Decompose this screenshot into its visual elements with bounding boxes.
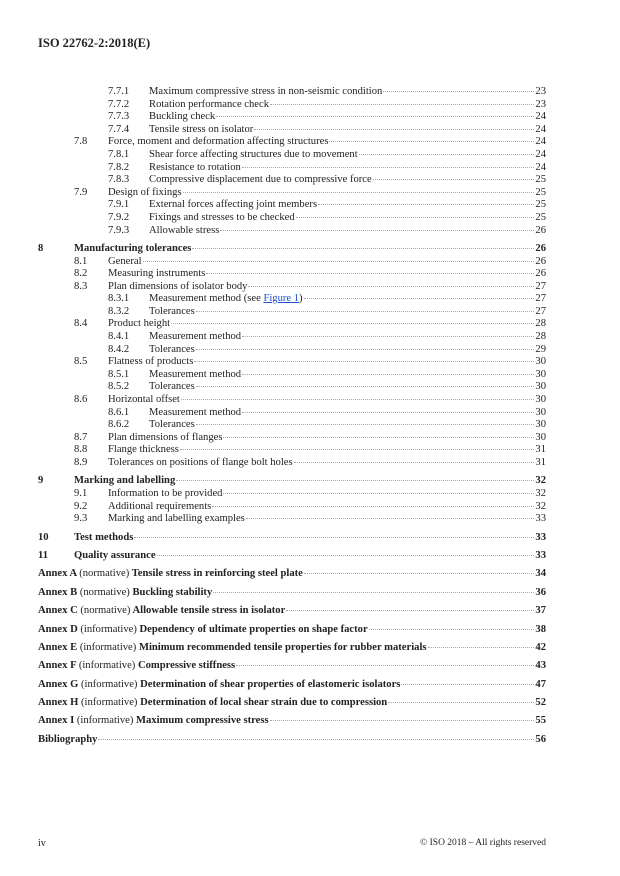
page-ref: 27 (535, 305, 546, 317)
toc-entry[interactable] (38, 243, 546, 256)
page-ref: 26 (535, 255, 546, 267)
dot-leader (143, 261, 535, 262)
toc-entry[interactable] (38, 293, 546, 306)
entry-title-text: Flatness of products (108, 356, 194, 368)
page-ref: 28 (535, 318, 546, 330)
page-ref: 24 (535, 148, 546, 160)
document-id-header: ISO 22762-2:2018(E) (38, 36, 151, 50)
section-number: 7.8.3 (108, 174, 130, 186)
section-number: 8.1 (74, 255, 88, 267)
dot-leader (294, 462, 535, 463)
page-ref: 36 (535, 586, 546, 598)
entry-title-text: Flange thickness (108, 444, 179, 456)
entry-title (149, 174, 372, 187)
page-ref: 30 (535, 368, 546, 380)
page-ref: 30 (535, 419, 546, 431)
page-ref: 30 (535, 394, 546, 406)
page-ref: 26 (535, 242, 546, 254)
page-ref: 24 (535, 123, 546, 135)
section-number: 11 (38, 549, 49, 561)
section-number: 8.4 (74, 318, 88, 330)
entry-title (149, 331, 241, 344)
annex-label: Annex E (38, 641, 78, 653)
dot-leader (373, 179, 535, 180)
page-ref: 38 (535, 623, 546, 635)
dot-leader (181, 399, 535, 400)
dot-leader (359, 154, 535, 155)
entry-title-text: Quality assurance (74, 549, 156, 561)
section-number: 9.3 (74, 513, 88, 525)
page-ref: 34 (535, 568, 546, 580)
toc-entry[interactable] (38, 124, 546, 137)
page-ref: 33 (535, 513, 546, 525)
dot-leader (223, 493, 534, 494)
page-ref: 42 (535, 641, 546, 653)
section-number: 8.8 (74, 444, 88, 456)
dot-leader (171, 323, 534, 324)
dot-leader (318, 204, 534, 205)
entry-title-suffix: ) (299, 293, 303, 305)
dot-leader (242, 374, 534, 375)
entry-title-text: Additional requirements (108, 500, 212, 512)
entry-title (108, 394, 180, 407)
entry-title (149, 99, 269, 112)
toc-entry[interactable] (38, 149, 546, 162)
dot-leader (196, 424, 535, 425)
section-number: 8.6.1 (108, 406, 130, 418)
annex-label: Annex B (38, 586, 78, 598)
dot-leader (196, 311, 535, 312)
entry-title-text: Compressive stiffness (137, 660, 236, 672)
entry-title-text: Tensile stress in reinforcing steel plate (131, 568, 303, 580)
dot-leader (248, 286, 534, 287)
section-number: 7.8.1 (108, 148, 130, 160)
page-ref: 31 (535, 457, 546, 469)
entry-title-text: Tolerances (149, 305, 195, 317)
entry-title-text: Determination of local shear strain due to compression (140, 697, 388, 709)
entry-title (108, 256, 142, 269)
entry-title-text: External forces affecting joint members (149, 199, 318, 211)
section-number: 8.9 (74, 457, 88, 469)
page-ref: 24 (535, 136, 546, 148)
annex-label: Annex I (38, 715, 75, 727)
section-number: 8.6.2 (108, 419, 130, 431)
toc-entry[interactable] (38, 281, 546, 294)
entry-title (74, 243, 191, 256)
entry-title-text: Determination of shear properties of elastomeric isolators (140, 678, 401, 690)
toc-entry[interactable] (38, 432, 546, 445)
dot-leader (296, 217, 535, 218)
page-ref: 25 (535, 174, 546, 186)
entry-title-text: Tensile stress on isolator (149, 123, 254, 135)
toc-entry[interactable] (38, 642, 546, 655)
entry-title (38, 715, 269, 728)
page-ref: 30 (535, 356, 546, 368)
entry-title (108, 187, 182, 200)
toc-entry[interactable] (38, 407, 546, 420)
entry-title-text: Buckling stability (132, 586, 213, 598)
page-ref: 31 (535, 444, 546, 456)
table-of-contents (38, 86, 546, 746)
toc-entry[interactable] (38, 568, 546, 581)
dot-leader (401, 684, 534, 685)
page-ref: 47 (535, 678, 546, 690)
entry-title-text: Measuring instruments (108, 268, 206, 280)
page-number: iv (38, 838, 46, 849)
entry-title-text: Measurement method (149, 406, 242, 418)
toc-entry[interactable] (38, 212, 546, 225)
entry-title (74, 532, 133, 545)
dot-leader (242, 412, 534, 413)
entry-title-text: Product height (108, 318, 171, 330)
entry-title-text: Buckling check (149, 111, 216, 123)
page-ref: 26 (535, 268, 546, 280)
toc-entry[interactable] (38, 306, 546, 319)
entry-title-text: Maximum compressive stress in non-seismic condition (149, 86, 383, 97)
entry-title (149, 419, 195, 432)
toc-entry[interactable] (38, 697, 546, 710)
section-number: 7.9.1 (108, 199, 130, 211)
dot-leader (216, 116, 534, 117)
toc-entry[interactable] (38, 331, 546, 344)
dot-leader (176, 480, 534, 481)
entry-title (108, 457, 293, 470)
entry-title-text: Information to be provided (108, 488, 223, 499)
page-ref: 30 (535, 406, 546, 418)
toc-entry[interactable] (38, 587, 546, 600)
entry-title (149, 293, 303, 306)
entry-title-text: Marking and labelling examples (108, 513, 245, 525)
entry-title (38, 642, 427, 655)
entry-title-text: Marking and labelling (74, 475, 176, 487)
entry-title (149, 199, 317, 212)
toc-entry[interactable] (38, 605, 546, 618)
annex-type: (informative) (80, 623, 137, 635)
page-ref: 27 (535, 280, 546, 292)
entry-title (149, 306, 195, 319)
dot-leader (304, 573, 535, 574)
toc-entry[interactable] (38, 111, 546, 124)
entry-title (149, 86, 382, 99)
section-number: 8.5.2 (108, 381, 130, 393)
entry-title-text: Bibliography (38, 733, 98, 745)
toc-entry[interactable] (38, 394, 546, 407)
entry-title (108, 268, 205, 281)
annex-type: (normative) (79, 586, 130, 598)
entry-title-text: Dependency of ultimate properties on shape factor (139, 623, 368, 635)
toc-entry[interactable] (38, 660, 546, 673)
toc-entry[interactable] (38, 99, 546, 112)
section-number: 8.7 (74, 431, 88, 443)
entry-title (38, 587, 212, 600)
entry-title-text: Tolerances (149, 381, 195, 393)
toc-entry[interactable] (38, 734, 546, 747)
entry-title-text: Manufacturing tolerances (74, 242, 192, 254)
entry-title-text: Horizontal offset (108, 394, 180, 406)
entry-title-text: Fixings and stresses to be checked (149, 211, 295, 223)
section-number: 8.5.1 (108, 368, 130, 380)
entry-title (149, 124, 253, 137)
page-ref: 24 (535, 161, 546, 173)
annex-type: (informative) (80, 697, 138, 709)
page-ref: 33 (535, 549, 546, 561)
page-ref: 56 (535, 733, 546, 745)
toc-entry[interactable] (38, 501, 546, 514)
annex-type: (normative) (79, 568, 130, 580)
toc-entry[interactable] (38, 268, 546, 281)
dot-leader (220, 230, 534, 231)
page-ref: 52 (535, 697, 546, 709)
entry-title-text: Allowable stress (149, 224, 220, 236)
section-number: 8.6 (74, 394, 88, 406)
entry-title (149, 344, 195, 357)
annex-label: Annex G (38, 678, 79, 690)
entry-title-text: Tolerances (149, 419, 195, 431)
entry-title-text: Maximum compressive stress (136, 715, 269, 727)
page-ref: 30 (535, 381, 546, 393)
section-number: 7.8 (74, 136, 88, 148)
entry-title-text: Force, moment and deformation affecting structures (108, 136, 329, 148)
entry-title (149, 212, 295, 225)
entry-title (149, 407, 241, 420)
toc-entry[interactable] (38, 457, 546, 470)
entry-title (108, 501, 211, 514)
entry-title-text: Design of fixings (108, 186, 182, 198)
toc-entry[interactable] (38, 715, 546, 728)
dot-leader (206, 273, 534, 274)
toc-entry[interactable] (38, 318, 546, 331)
entry-title (149, 381, 195, 394)
section-number: 7.9 (74, 186, 88, 198)
section-number: 9.1 (74, 488, 88, 499)
entry-title-text: Tolerances on positions of flange bolt holes (108, 457, 293, 469)
annex-label: Annex F (38, 660, 77, 672)
dot-leader (369, 629, 535, 630)
section-number: 7.7.3 (108, 111, 130, 123)
entry-title (149, 369, 241, 382)
annex-label: Annex A (38, 568, 77, 580)
toc-entry[interactable] (38, 532, 546, 545)
dot-leader (270, 104, 534, 105)
toc-entry[interactable] (38, 162, 546, 175)
section-number: 8.2 (74, 268, 88, 280)
toc-entry[interactable] (38, 199, 546, 212)
dot-leader (196, 386, 535, 387)
entry-title (38, 679, 400, 692)
entry-title-text: Plan dimensions of isolator body (108, 280, 248, 292)
entry-title (149, 149, 358, 162)
toc-entry[interactable] (38, 419, 546, 432)
section-number: 9 (38, 475, 44, 487)
toc-entry[interactable] (38, 475, 546, 488)
dot-leader (192, 248, 534, 249)
toc-entry[interactable] (38, 369, 546, 382)
page-ref: 32 (535, 488, 546, 499)
page-ref: 25 (535, 211, 546, 223)
entry-title (108, 444, 179, 457)
toc-entry[interactable] (38, 679, 546, 692)
page-ref: 23 (535, 86, 546, 97)
dot-leader (180, 449, 534, 450)
dot-leader (98, 739, 534, 740)
toc-entry[interactable] (38, 174, 546, 187)
entry-title-text: Test methods (74, 531, 134, 543)
annex-type: (informative) (78, 660, 136, 672)
entry-title-text: Tolerances (149, 343, 195, 355)
entry-title-text: Plan dimensions of flanges (108, 431, 223, 443)
section-number: 7.7.2 (108, 98, 130, 110)
entry-title-text: Rotation performance check (149, 98, 270, 110)
entry-title (108, 432, 222, 445)
entry-title (38, 660, 235, 673)
entry-title (108, 318, 170, 331)
entry-title (38, 734, 97, 747)
page-ref: 25 (535, 186, 546, 198)
toc-entry[interactable] (38, 225, 546, 238)
entry-title-text: Minimum recommended tensile properties for rubber materials (138, 641, 427, 653)
copyright-notice: © ISO 2018 – All rights reserved (420, 838, 546, 848)
dot-leader (242, 167, 535, 168)
page-ref: 32 (535, 500, 546, 512)
page-ref: 23 (535, 98, 546, 110)
dot-leader (242, 336, 534, 337)
annex-label: Annex D (38, 623, 78, 635)
page-ref: 55 (535, 715, 546, 727)
entry-title (74, 550, 156, 563)
entry-title-text: General (108, 255, 142, 267)
dot-leader (254, 129, 534, 130)
entry-title (108, 136, 328, 149)
entry-title (108, 281, 247, 294)
toc-entry[interactable] (38, 381, 546, 394)
section-number: 7.8.2 (108, 161, 130, 173)
toc-entry[interactable] (38, 550, 546, 563)
figure-link[interactable]: Figure 1 (263, 293, 300, 305)
entry-title-text: Shear force affecting structures due to movement (149, 148, 358, 160)
section-number: 8.4.1 (108, 331, 130, 343)
dot-leader (236, 665, 534, 666)
toc-entry[interactable] (38, 136, 546, 149)
dot-leader (157, 555, 535, 556)
annex-label: Annex H (38, 697, 79, 709)
page-ref: 25 (535, 199, 546, 211)
toc-entry[interactable] (38, 488, 546, 501)
annex-label: Annex C (38, 605, 78, 617)
annex-type: (informative) (79, 641, 137, 653)
section-number: 8.3.2 (108, 305, 130, 317)
entry-title (149, 162, 241, 175)
entry-title (38, 697, 387, 710)
dot-leader (223, 437, 534, 438)
entry-title (108, 356, 193, 369)
entry-title (38, 624, 368, 637)
toc-entry[interactable] (38, 187, 546, 200)
dot-leader (246, 518, 535, 519)
section-number: 7.7.1 (108, 86, 130, 97)
section-number: 7.9.2 (108, 211, 130, 223)
dot-leader (383, 91, 534, 92)
page-ref: 26 (535, 224, 546, 236)
annex-type: (normative) (80, 605, 131, 617)
annex-type: (informative) (80, 678, 138, 690)
dot-leader (183, 192, 535, 193)
entry-title (108, 513, 245, 526)
toc-entry[interactable] (38, 256, 546, 269)
entry-title-text: Compressive displacement due to compressive force (149, 174, 372, 186)
dot-leader (329, 141, 534, 142)
toc-entry[interactable] (38, 344, 546, 357)
entry-title (149, 225, 219, 238)
entry-title-text: Measurement method (149, 331, 242, 343)
dot-leader (196, 349, 535, 350)
section-number: 8.5 (74, 356, 88, 368)
entry-title-text: Measurement method (149, 368, 242, 380)
toc-entry[interactable] (38, 86, 546, 99)
page-ref: 32 (535, 475, 546, 487)
dot-leader (286, 610, 534, 611)
entry-title (74, 475, 175, 488)
dot-leader (212, 506, 534, 507)
section-number: 8.3.1 (108, 293, 130, 305)
entry-title (38, 605, 285, 618)
dot-leader (388, 702, 534, 703)
annex-type: (informative) (76, 715, 134, 727)
toc-entry[interactable] (38, 624, 546, 637)
section-number: 10 (38, 531, 49, 543)
dot-leader (194, 361, 534, 362)
entry-title-text: Measurement method (see (149, 293, 264, 305)
dot-leader (428, 647, 535, 648)
page-ref: 29 (535, 343, 546, 355)
page-ref: 28 (535, 331, 546, 343)
section-number: 8.3 (74, 280, 88, 292)
entry-title (149, 111, 215, 124)
dot-leader (134, 537, 534, 538)
page-ref: 43 (535, 660, 546, 672)
toc-entry[interactable] (38, 513, 546, 526)
section-number: 8 (38, 242, 44, 254)
page-ref: 33 (535, 531, 546, 543)
section-number: 7.9.3 (108, 224, 130, 236)
dot-leader (270, 720, 535, 721)
entry-title (108, 488, 222, 501)
page-ref: 37 (535, 605, 546, 617)
dot-leader (213, 592, 534, 593)
entry-title-text: Allowable tensile stress in isolator (132, 605, 286, 617)
section-number: 9.2 (74, 500, 88, 512)
page-ref: 27 (535, 293, 546, 305)
page-ref: 30 (535, 431, 546, 443)
entry-title (38, 568, 303, 581)
section-number: 7.7.4 (108, 123, 130, 135)
dot-leader (304, 298, 535, 299)
toc-entry[interactable] (38, 356, 546, 369)
toc-entry[interactable] (38, 444, 546, 457)
page-ref: 24 (535, 111, 546, 123)
entry-title-text: Resistance to rotation (149, 161, 241, 173)
section-number: 8.4.2 (108, 343, 130, 355)
